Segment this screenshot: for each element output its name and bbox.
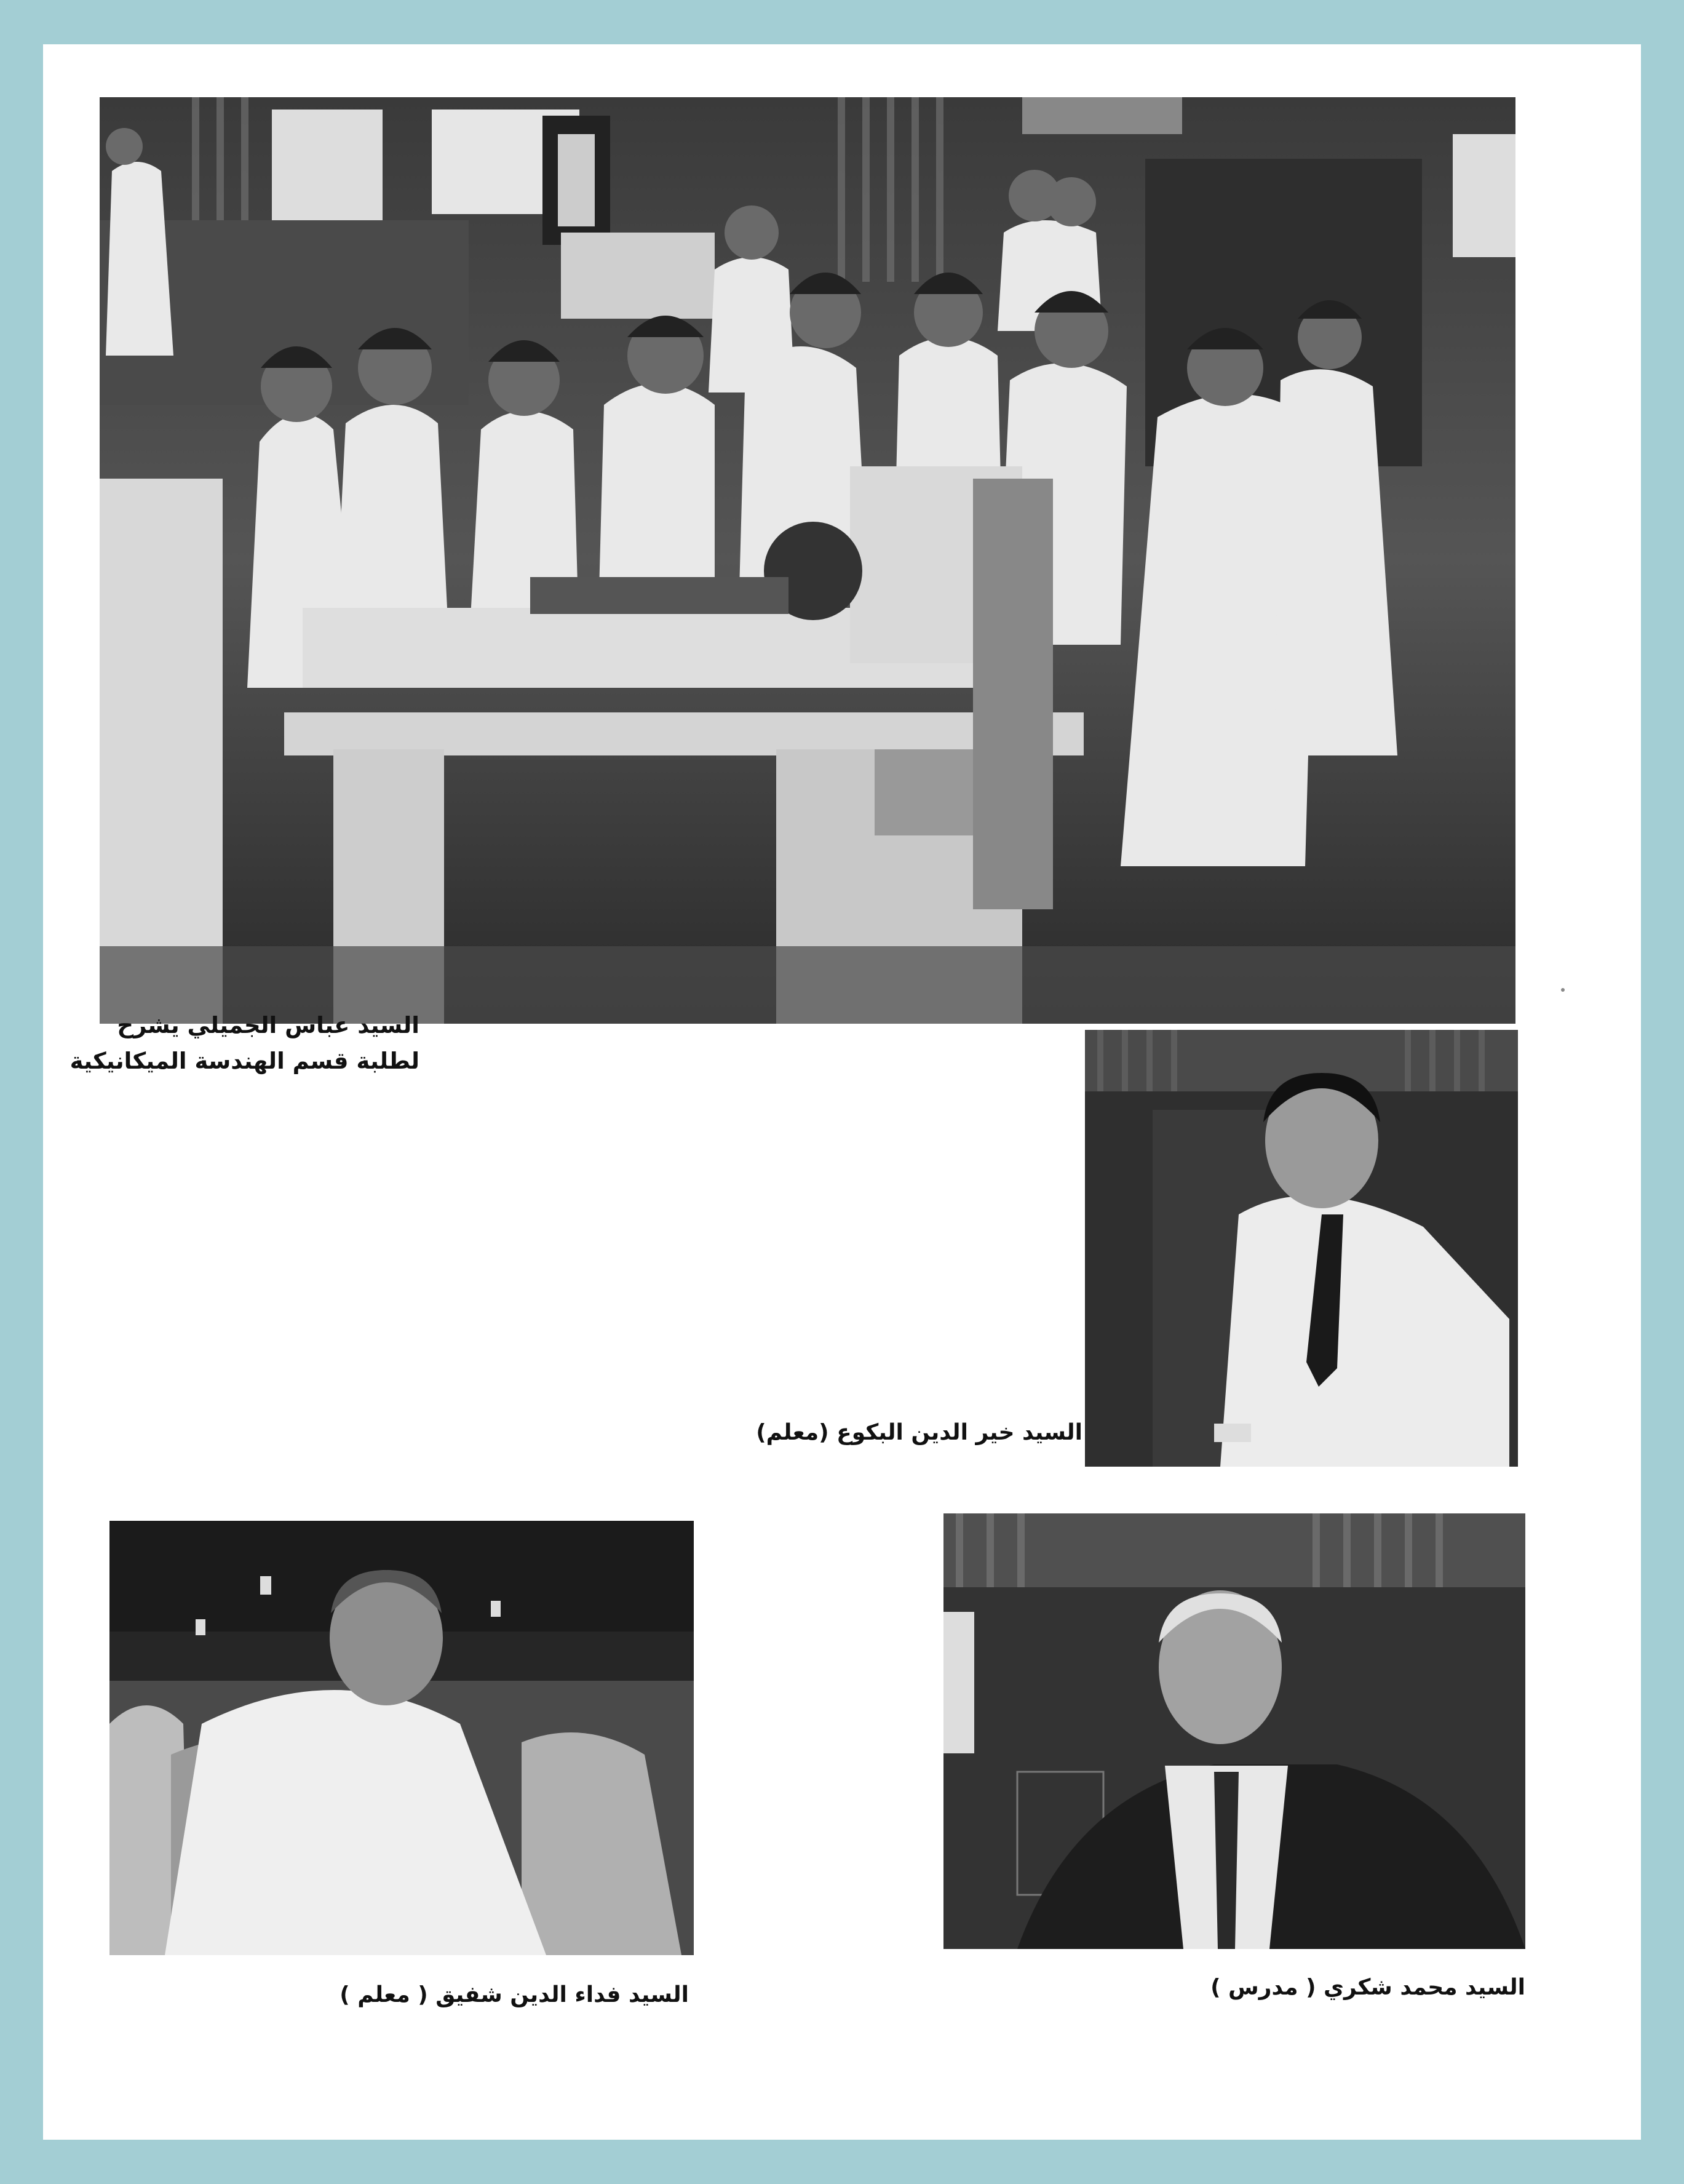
workshop-photo-image (100, 97, 1515, 1024)
portrait-top-right-image (1085, 1030, 1518, 1467)
portrait-bottom-right-caption: السيد محمد شكري ( مدرس ) (1210, 1975, 1525, 2000)
workshop-photo (100, 97, 1515, 1024)
portrait-bottom-right-image (943, 1513, 1525, 1949)
workshop-caption (70, 1008, 419, 1079)
workshop-caption-line-2: لطلبة قسم الهندسة الميكانيكية (70, 1048, 419, 1074)
yearbook-page (43, 44, 1641, 2140)
portrait-bottom-right-photo (943, 1513, 1525, 1949)
speck (1561, 988, 1565, 992)
workshop-caption-line-1: السيد عباس الجميلي يشرح (117, 1012, 419, 1038)
portrait-bottom-left-photo (109, 1521, 694, 1955)
portrait-top-right-photo (1085, 1030, 1518, 1467)
portrait-bottom-left-caption: السيد فداء الدين شفيق ( معلم ) (340, 1982, 689, 2007)
portrait-bottom-left-image (109, 1521, 694, 1955)
portrait-top-right-caption: السيد خير الدين البكوع (معلم) (756, 1420, 1082, 1445)
